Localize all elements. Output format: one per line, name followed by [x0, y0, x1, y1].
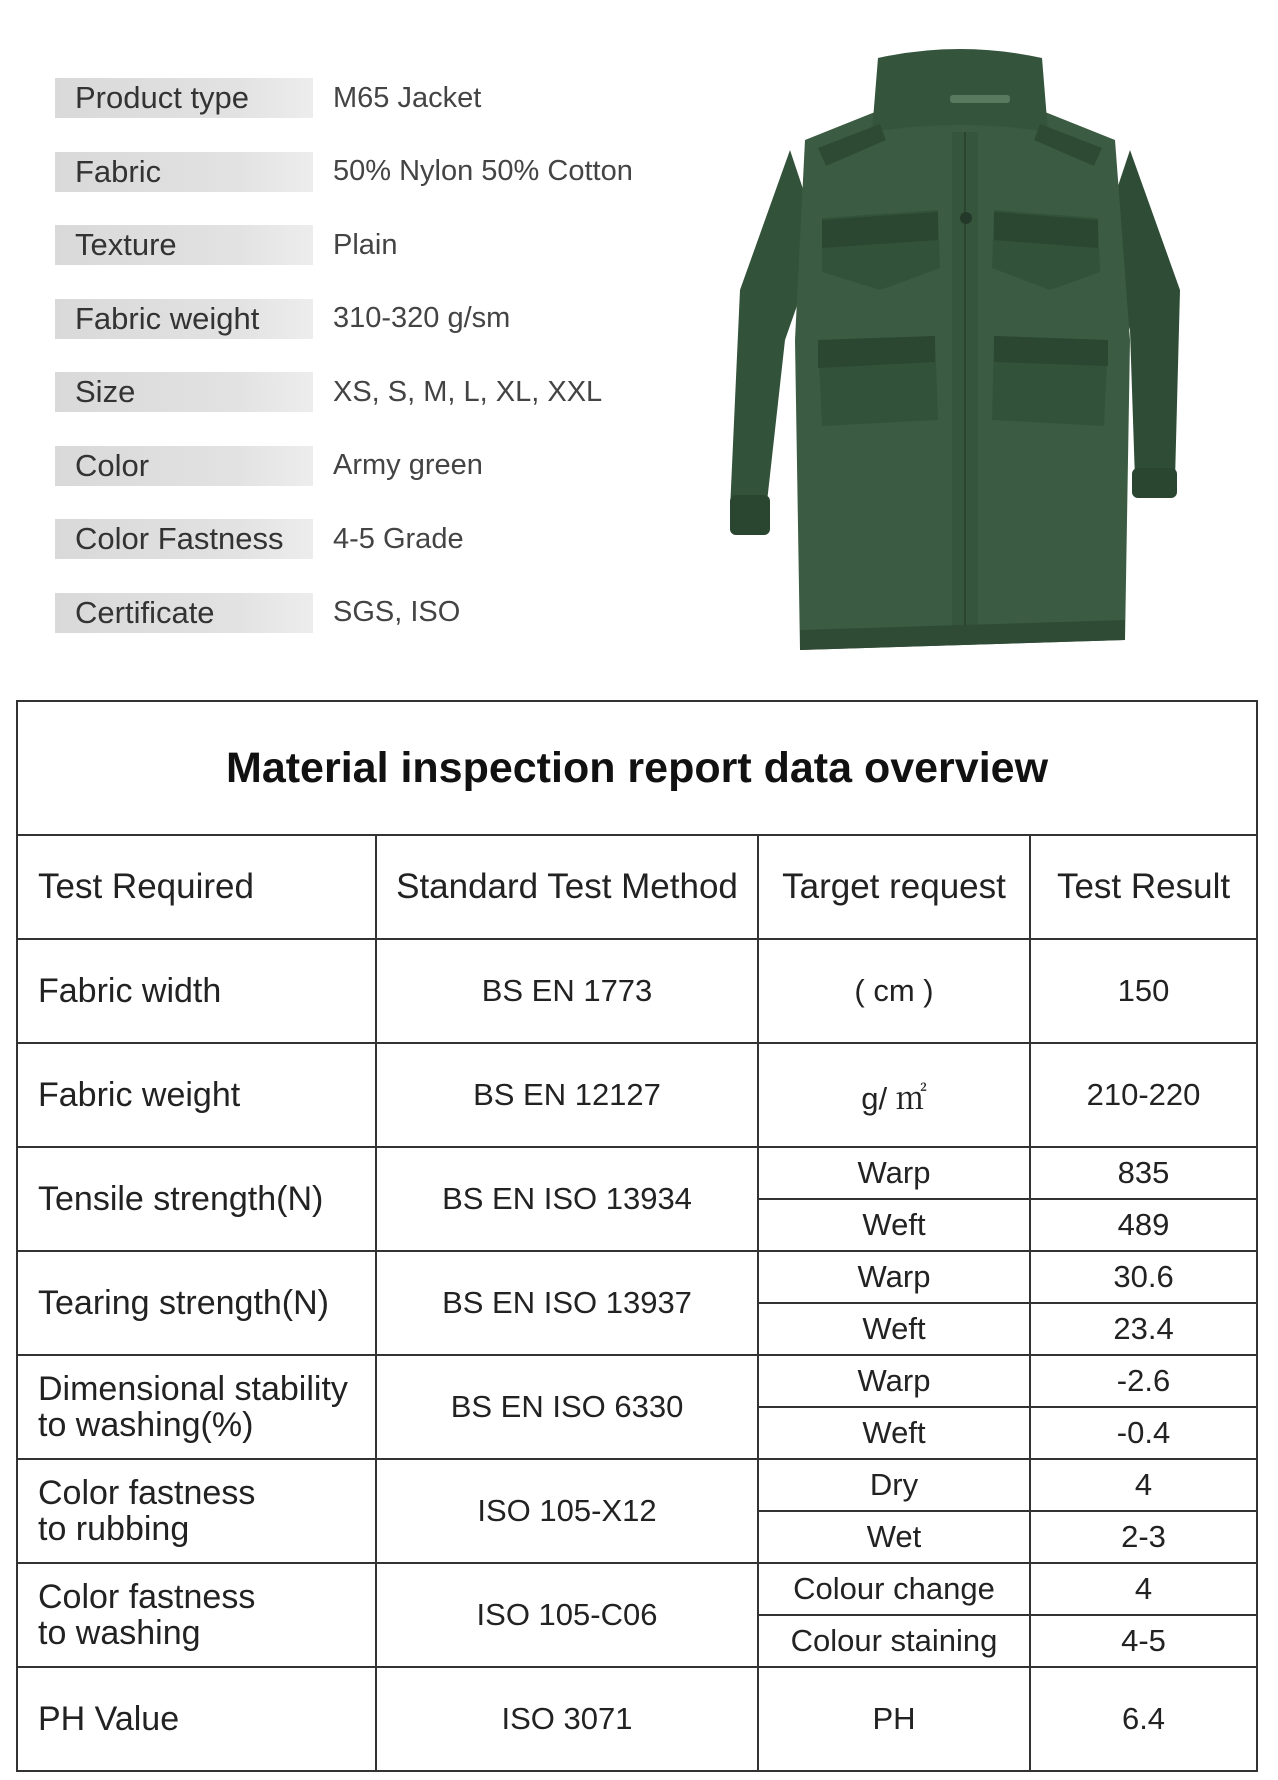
table-row [17, 1251, 1257, 1303]
target-request: Warp [758, 1147, 1030, 1199]
test-name: Fabric width [17, 939, 376, 1043]
target-request: Wet [758, 1511, 1030, 1563]
spec-label: Certificate [55, 593, 313, 633]
test-result: 30.6 [1030, 1251, 1257, 1303]
column-header: Test Required [17, 835, 376, 939]
target-request: Warp [758, 1355, 1030, 1407]
spec-row [55, 299, 695, 339]
table-row [17, 1147, 1257, 1199]
test-method: BS EN 1773 [376, 939, 758, 1043]
target-request: Warp [758, 1251, 1030, 1303]
test-name-line: to washing(%) [38, 1406, 254, 1444]
test-name-line: to washing [38, 1614, 201, 1652]
target-request: PH [758, 1667, 1030, 1771]
table-row [17, 1043, 1257, 1147]
test-result: 23.4 [1030, 1303, 1257, 1355]
test-result: -2.6 [1030, 1355, 1257, 1407]
spec-label: Texture [55, 225, 313, 265]
table-header-row [17, 835, 1257, 939]
test-name [17, 1459, 376, 1563]
test-name [17, 1355, 376, 1459]
spec-label: Color Fastness [55, 519, 313, 559]
test-method: ISO 105-C06 [376, 1563, 758, 1667]
test-result: 4 [1030, 1563, 1257, 1615]
target-request: Colour staining [758, 1615, 1030, 1667]
spec-row [55, 446, 695, 486]
test-result: 4 [1030, 1459, 1257, 1511]
table-row [17, 939, 1257, 1043]
spec-value: 310-320 g/sm [333, 302, 511, 334]
test-method: BS EN ISO 6330 [376, 1355, 758, 1459]
test-result: 6.4 [1030, 1667, 1257, 1771]
target-request: Weft [758, 1303, 1030, 1355]
report-title: Material inspection report data overview [17, 701, 1257, 835]
test-name-line: Color fastness [38, 1474, 256, 1512]
table-row [17, 1355, 1257, 1407]
test-result: 4-5 [1030, 1615, 1257, 1667]
spec-label: Product type [55, 78, 313, 118]
test-method: BS EN ISO 13937 [376, 1251, 758, 1355]
test-result: 210-220 [1030, 1043, 1257, 1147]
target-request: g/ ㎡ [758, 1043, 1030, 1147]
column-header: Target request [758, 835, 1030, 939]
spec-row [55, 78, 695, 118]
test-name-line: Color fastness [38, 1578, 256, 1616]
spec-value: Plain [333, 228, 398, 261]
jacket-image [730, 40, 1190, 660]
table-row [17, 1459, 1257, 1511]
test-result: -0.4 [1030, 1407, 1257, 1459]
inspection-report-table [16, 700, 1258, 1772]
test-name [17, 1563, 376, 1667]
spec-label: Fabric [55, 152, 313, 192]
spec-label: Fabric weight [55, 299, 313, 339]
product-spec-list [55, 78, 695, 666]
spec-value: XS, S, M, L, XL, XXL [333, 375, 603, 408]
test-method: ISO 3071 [376, 1667, 758, 1771]
target-request: Weft [758, 1199, 1030, 1251]
test-name: PH Value [17, 1667, 376, 1771]
spec-value: 4-5 Grade [333, 522, 464, 555]
test-result: 835 [1030, 1147, 1257, 1199]
test-name: Tearing strength(N) [17, 1251, 376, 1355]
spec-label: Color [55, 446, 313, 486]
spec-row [55, 519, 695, 559]
test-name-line: Dimensional stability [38, 1370, 348, 1408]
target-request: Colour change [758, 1563, 1030, 1615]
column-header: Standard Test Method [376, 835, 758, 939]
test-name: Fabric weight [17, 1043, 376, 1147]
jacket-illustration [730, 40, 1190, 660]
target-request: Weft [758, 1407, 1030, 1459]
table-row [17, 1667, 1257, 1771]
table-row [17, 1563, 1257, 1615]
test-method: BS EN ISO 13934 [376, 1147, 758, 1251]
spec-row [55, 593, 695, 633]
test-name-line: to rubbing [38, 1510, 190, 1548]
spec-value: M65 Jacket [333, 81, 482, 114]
spec-value: Army green [333, 449, 483, 481]
target-request: ( cm ) [758, 939, 1030, 1043]
spec-row [55, 372, 695, 412]
test-result: 489 [1030, 1199, 1257, 1251]
spec-row [55, 152, 695, 192]
spec-value: 50% Nylon 50% Cotton [333, 155, 633, 187]
test-method: ISO 105-X12 [376, 1459, 758, 1563]
test-result: 2-3 [1030, 1511, 1257, 1563]
column-header: Test Result [1030, 835, 1257, 939]
spec-row [55, 225, 695, 265]
spec-label: Size [55, 372, 313, 412]
spec-value: SGS, ISO [333, 596, 461, 628]
test-method: BS EN 12127 [376, 1043, 758, 1147]
test-result: 150 [1030, 939, 1257, 1043]
target-request: Dry [758, 1459, 1030, 1511]
test-name: Tensile strength(N) [17, 1147, 376, 1251]
